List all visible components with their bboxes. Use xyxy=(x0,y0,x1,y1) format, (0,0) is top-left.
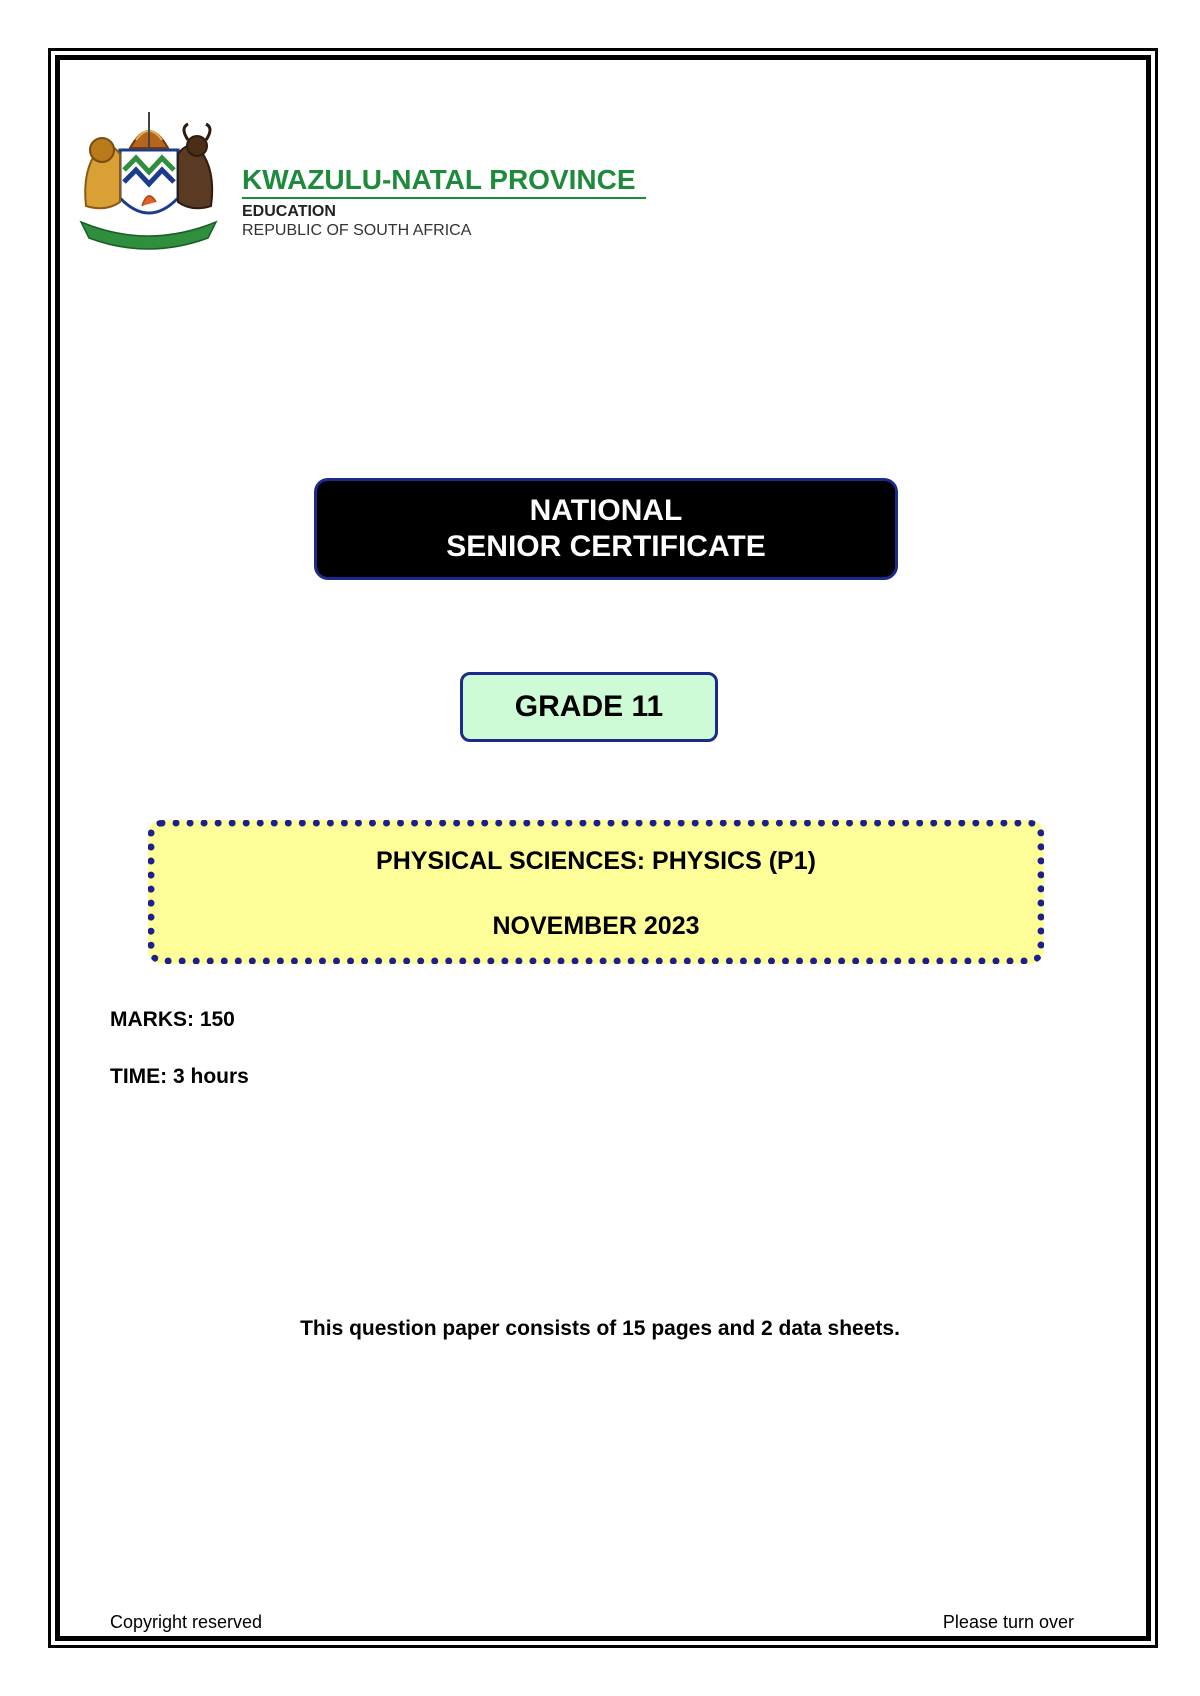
subject-box xyxy=(148,820,1044,964)
certificate-title-line1: NATIONAL xyxy=(529,494,683,527)
time-label: TIME: 3 hours xyxy=(110,1065,249,1088)
exam-session: NOVEMBER 2023 xyxy=(492,912,700,940)
footer-turn-over: Please turn over xyxy=(942,1612,1074,1632)
certificate-title-box xyxy=(314,478,898,580)
pages-note: This question paper consists of 15 pages and 2 data sheets. xyxy=(300,1317,900,1340)
header-rule xyxy=(242,197,646,199)
marks-label: MARKS: 150 xyxy=(110,1008,235,1031)
country-name: REPUBLIC OF SOUTH AFRICA xyxy=(242,222,472,239)
subject-title: PHYSICAL SCIENCES: PHYSICS (P1) xyxy=(376,847,816,875)
coat-of-arms-icon xyxy=(76,110,221,255)
department-name: EDUCATION xyxy=(242,203,336,220)
certificate-title-line2: SENIOR CERTIFICATE xyxy=(446,530,766,563)
footer-copyright: Copyright reserved xyxy=(110,1612,263,1632)
province-name: KWAZULU-NATAL PROVINCE xyxy=(242,164,636,195)
grade-box: GRADE 11 xyxy=(460,672,718,742)
